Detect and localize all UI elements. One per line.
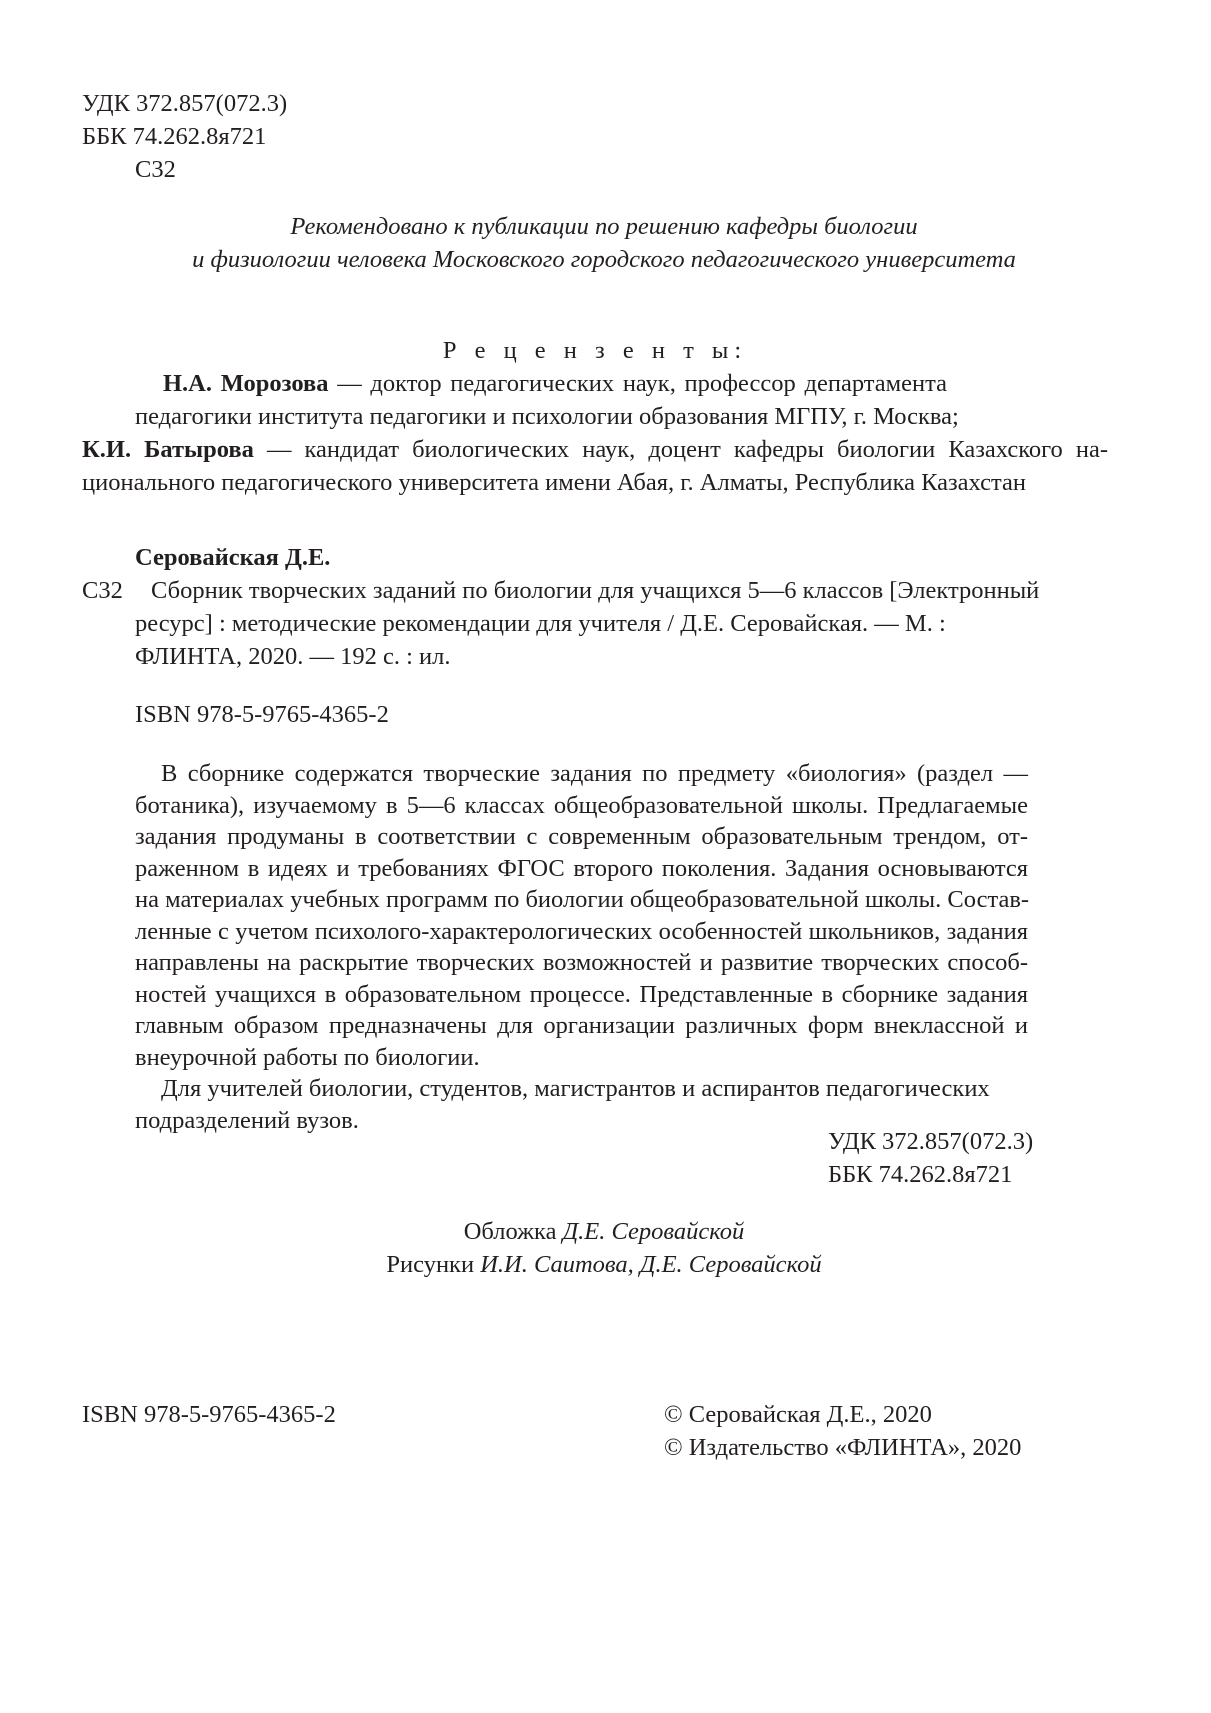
reviewer-1 <box>135 367 959 433</box>
abstract-line: направлены на раскрытие творческих возможностей и развитие творческих способ- <box>135 949 1028 976</box>
reviewer-2-desc: — кандидат биологических наук, доцент кафедры биологии Казахского на- <box>253 436 1109 463</box>
reviewer-2-line-1 <box>82 433 1108 466</box>
abstract <box>135 758 1028 1136</box>
reviewer-2 <box>82 433 1108 499</box>
abstract-line: В сборнике содержатся творческие задания по предмету «биология» (раздел — <box>161 760 1028 787</box>
classification <box>828 1125 1033 1191</box>
footer-isbn: ISBN 978-5-9765-4365-2 <box>82 1401 336 1428</box>
reviewer-1-line-1 <box>135 367 947 400</box>
credits-drawings <box>82 1248 1126 1281</box>
abstract-line: на материалах учебных программ по биологии общеобразовательной школы. Состав- <box>135 886 1030 913</box>
reviewer-2-name: К.И. Батырова <box>82 436 254 463</box>
classification-udk: УДК 372.857(072.3) <box>828 1128 1034 1155</box>
reviewer-1-name: Н.А. Морозова <box>163 370 329 397</box>
catalog-entry-line-3: ФЛИНТА, 2020. — 192 с. : ил. <box>135 643 451 670</box>
abstract-line: ботаника), изучаемому в 5—6 классах общеобразовательной школы. Предлагаемые <box>135 791 1028 819</box>
catalog-entry <box>135 574 1040 673</box>
catalog-entry-line-1: Сборник творческих заданий по биологии для учащихся 5—6 классов [Электронный <box>151 577 1040 604</box>
credits-cover <box>82 1215 1126 1248</box>
catalog-code: С32 <box>82 577 123 604</box>
abstract-audience-line-1: Для учителей биологии, студентов, магистрантов и аспирантов педагогических <box>161 1075 990 1102</box>
abstract-line: внеурочной работы по биологии. <box>135 1043 480 1071</box>
header-author-code: С32 <box>135 156 176 183</box>
abstract-line: раженном в идеях и требованиях ФГОС второго поколения. Задания основываются <box>135 854 1028 882</box>
reviewer-1-desc: — доктор педагогических наук, профессор департамента <box>328 370 947 397</box>
recommendation <box>82 210 1126 276</box>
credits-drawings-label: Рисунки <box>386 1251 481 1278</box>
reviewers-heading: Р е ц е н з е н т ы: <box>442 337 748 364</box>
reviewer-1-line-2: педагогики института педагогики и психологии образования МГПУ, г. Москва; <box>135 403 959 430</box>
credits-drawings-names: И.И. Саитова, Д.Е. Серовайской <box>480 1251 822 1278</box>
recommendation-line-1: Рекомендовано к публикации по решению кафедры биологии <box>290 213 918 240</box>
footer-copyright-publisher: © Издательство «ФЛИНТА», 2020 <box>664 1434 1022 1461</box>
credits-cover-label: Обложка <box>463 1218 563 1245</box>
reviewers-heading-block <box>82 334 1108 367</box>
footer-copyright-author: © Серовайская Д.Е., 2020 <box>664 1401 932 1428</box>
abstract-line: главным образом предназначены для организации различных форм внеклассной и <box>135 1012 1028 1039</box>
classification-bbk: ББК 74.262.8я721 <box>828 1161 1013 1188</box>
catalog-entry-line-2: ресурс] : методические рекомендации для учителя / Д.Е. Серовайская. — М. : <box>135 610 946 637</box>
header-bbk: ББК 74.262.8я721 <box>82 123 267 150</box>
credits-cover-name: Д.Е. Серовайской <box>562 1218 745 1245</box>
credits <box>82 1215 1126 1281</box>
footer-copyright <box>664 1398 1021 1464</box>
reviewer-2-line-2: ционального педагогического университета имени Абая, г. Алматы, Республика Казахстан <box>82 469 1026 496</box>
recommendation-line-2: и физиологии человека Московского городского педагогического университета <box>192 246 1016 273</box>
abstract-line: ностей учащихся в образовательном процессе. Представленные в сборнике задания <box>135 980 1028 1008</box>
header-codes <box>82 87 287 186</box>
catalog-author: Серовайская Д.Е. <box>135 544 331 571</box>
abstract-line: ленные с учетом психолого-характерологических особенностей школьников, задания <box>135 917 1028 945</box>
abstract-line: задания продуманы в соответствии с современным образовательным трендом, от- <box>135 823 1028 850</box>
catalog-isbn: ISBN 978-5-9765-4365-2 <box>135 701 389 728</box>
header-udk: УДК 372.857(072.3) <box>82 90 288 117</box>
abstract-audience-line-2: подразделений вузов. <box>135 1106 359 1134</box>
